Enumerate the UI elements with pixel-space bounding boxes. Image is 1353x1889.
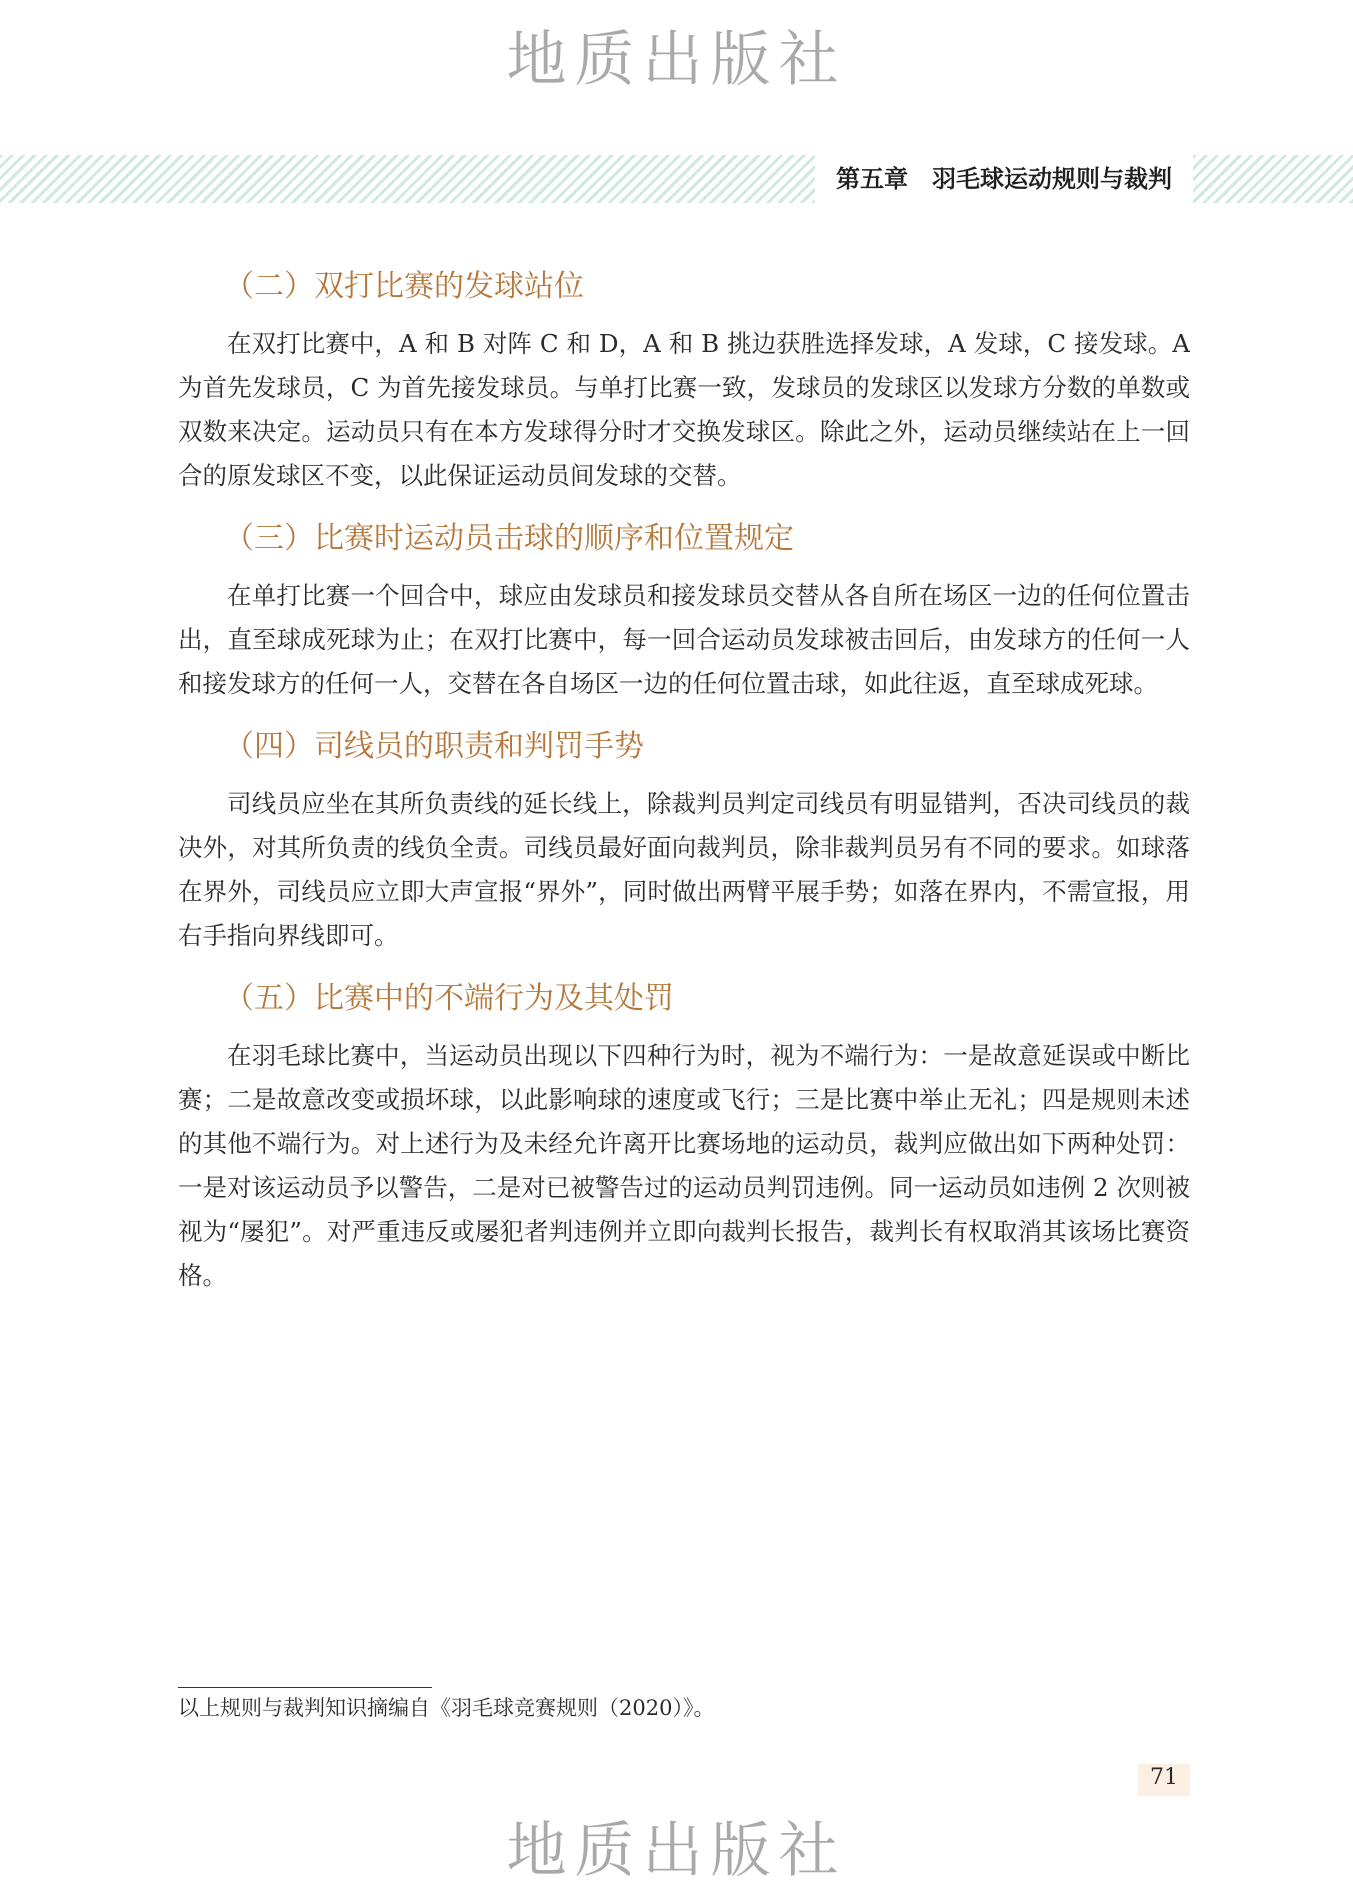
- section-heading-5: （五）比赛中的不端行为及其处罚: [224, 981, 674, 1016]
- section-paragraph-4: 司线员应坐在其所负责线的延长线上，除裁判员判定司线员有明显错判，否决司线员的裁决外，对其所负责的线负全责。司线员最好面向裁判员，除非裁判员另有不同的要求。如球落在界外，司线员应立即大声宣报“界外”，同时做出两臂平展手势；如落在界内，不需宣报，用右手指向界线即可。: [178, 789, 1190, 950]
- footnote: 以上规则与裁判知识摘编自《羽毛球竞赛规则（2020）》。: [178, 1696, 715, 1720]
- section-paragraph-2: 在双打比赛中，A 和 B 对阵 C 和 D，A 和 B 挑边获胜选择发球，A 发球，C 接发球。A 为首先发球员，C 为首先接发球员。与单打比赛一致，发球员的发球区以发球方分数的单数或双数来决定。运动员只有在本方发球得分时才交换发球区。除此之外，运动员继续站在上一回合的原发球区不变，以此保证运动员间发球的交替。: [178, 329, 1190, 490]
- watermark-top: 地质出版社: [506, 25, 847, 95]
- footnote-divider: [178, 1687, 432, 1688]
- page-body: [178, 258, 1190, 1310]
- section-heading-4: （四）司线员的职责和判罚手势: [224, 729, 644, 764]
- section-paragraph-5: 在羽毛球比赛中，当运动员出现以下四种行为时，视为不端行为：一是故意延误或中断比赛；二是故意改变或损坏球，以此影响球的速度或飞行；三是比赛中举止无礼；四是规则未述的其他不端行为。对上述行为及未经允许离开比赛场地的运动员，裁判应做出如下两种处罚：一是对该运动员予以警告，二是对已被警告过的运动员判罚违例。同一运动员如违例 2 次则被视为“屡犯”。对严重违反或屡犯者判违例并立即向裁判长报告，裁判长有权取消其该场比赛资格。: [178, 1041, 1190, 1290]
- chapter-title: 第五章 羽毛球运动规则与裁判: [836, 165, 1172, 193]
- section-heading-2: （二）双打比赛的发球站位: [224, 269, 584, 304]
- section-heading-3: （三）比赛时运动员击球的顺序和位置规定: [224, 521, 794, 556]
- header-stripes-right: [1193, 155, 1353, 203]
- chapter-header: [0, 155, 1353, 203]
- watermark-bottom: 地质出版社: [506, 1816, 847, 1886]
- section-paragraph-3: 在单打比赛一个回合中，球应由发球员和接发球员交替从各自所在场区一边的任何位置击出，直至球成死球为止；在双打比赛中，每一回合运动员发球被击回后，由发球方的任何一人和接发球方的任何一人，交替在各自场区一边的任何位置击球，如此往返，直至球成死球。: [178, 581, 1190, 698]
- page-number: 71: [1150, 1765, 1178, 1790]
- header-stripes-left: [0, 155, 815, 203]
